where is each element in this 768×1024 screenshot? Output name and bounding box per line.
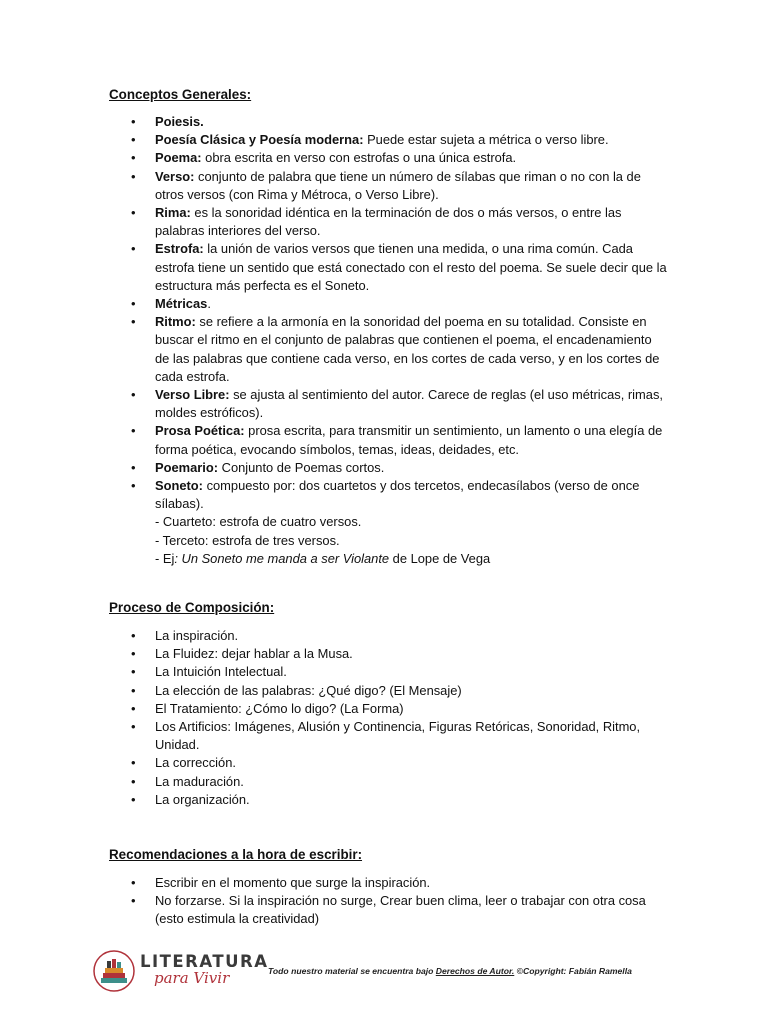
- bullet-icon: •: [131, 459, 136, 475]
- bullet-icon: •: [131, 241, 136, 257]
- copyright-link[interactable]: Derechos de Autor.: [435, 966, 515, 976]
- bullet-icon: •: [131, 387, 136, 403]
- bullet-icon: •: [131, 168, 136, 184]
- bullet-icon: •: [131, 628, 136, 643]
- definition: es la sonoridad idéntica en la terminación de dos o más versos, o entre las palabras interiores del verso.: [155, 205, 622, 239]
- proceso-list: [109, 627, 669, 809]
- list-item: [109, 663, 669, 681]
- item-text: La inspiración.: [155, 628, 239, 643]
- bullet-icon: •: [131, 314, 136, 330]
- section-title-proceso: Proceso de Composición:: [109, 600, 275, 615]
- item-text: El Tratamiento: ¿Cómo lo digo? (La Forma): [155, 700, 404, 716]
- bullet-icon: •: [131, 114, 136, 129]
- list-item: [109, 791, 669, 809]
- item-text: La Fluidez: dejar hablar a la Musa.: [155, 646, 353, 662]
- list-item: [109, 149, 669, 167]
- list-item: [109, 892, 669, 928]
- example-author: de Lope de Vega: [389, 550, 491, 566]
- soneto-cuarteto: - Cuarteto: estrofa de cuatro versos.: [155, 514, 362, 530]
- bullet-icon: •: [131, 682, 136, 698]
- bullet-icon: •: [131, 205, 136, 221]
- term: Métricas: [155, 296, 208, 312]
- bullet-icon: •: [131, 296, 136, 312]
- bullet-icon: •: [131, 478, 136, 494]
- definition: se ajusta al sentimiento del autor. Carece de reglas (el uso métricas, rimas, moldes estróficos).: [155, 387, 663, 421]
- bullet-icon: •: [131, 893, 136, 909]
- item-text: La corrección.: [155, 755, 236, 771]
- section-title-conceptos: Conceptos Generales:: [109, 87, 252, 102]
- soneto-example: [155, 550, 669, 568]
- definition: conjunto de palabra que tiene un número de sílabas que riman o no con la de otros versos (con Rima y Métroca, o Verso Libre).: [155, 168, 641, 202]
- recomendaciones-list: [109, 874, 669, 929]
- term: Verso Libre:: [155, 387, 230, 403]
- list-item: [109, 204, 669, 240]
- term: Soneto:: [155, 478, 203, 494]
- bullet-icon: •: [131, 664, 136, 680]
- list-item: [109, 700, 669, 718]
- copyright-text: Todo nuestro material se encuentra bajo: [268, 966, 436, 976]
- list-item: [109, 240, 669, 295]
- list-item: [109, 627, 669, 645]
- example-prefix: - Ej: [155, 550, 175, 566]
- bullet-icon: •: [131, 791, 136, 807]
- bullet-icon: •: [131, 875, 136, 890]
- soneto-terceto: - Terceto: estrofa de tres versos.: [155, 532, 340, 548]
- bullet-icon: •: [131, 773, 136, 789]
- example-colon: :: [174, 550, 182, 566]
- definition: obra escrita en verso con estrofas o una única estrofa.: [201, 150, 517, 166]
- bullet-icon: •: [131, 150, 136, 166]
- bullet-icon: •: [131, 755, 136, 771]
- list-item: [109, 645, 669, 663]
- definition: se refiere a la armonía en la sonoridad del poema en su totalidad. Consiste en buscar el ritmo en el conjunto de palabras que contienen el poema, el encadenamiento de las palabras que contiene cada verso, en los cortes de cada verso, y en los cortes de cada estrofa.: [155, 314, 660, 384]
- books-icon: [92, 948, 136, 994]
- list-item: [109, 168, 669, 204]
- term: Poemario:: [155, 459, 219, 475]
- item-text: La maduración.: [155, 773, 244, 789]
- list-item: [109, 422, 669, 458]
- term: Poema:: [155, 150, 202, 166]
- literatura-logo: [92, 948, 269, 994]
- copyright-notice: [268, 966, 632, 976]
- list-item: [109, 113, 669, 131]
- definition: .: [207, 296, 211, 312]
- term: Estrofa:: [155, 241, 204, 257]
- term: Poesía Clásica y Poesía moderna:: [155, 132, 364, 148]
- list-item: [109, 295, 669, 313]
- list-item: [109, 718, 669, 754]
- list-item: [109, 682, 669, 700]
- logo-title: LITERATURA: [140, 952, 269, 971]
- item-text: No forzarse. Si la inspiración no surge, Crear buen clima, leer o trabajar con otra cosa (esto estimula la creatividad): [155, 893, 646, 927]
- term: Verso:: [155, 168, 195, 184]
- list-item: [109, 773, 669, 791]
- example-title: Un Soneto me manda a ser Violante: [181, 550, 390, 566]
- list-item: [109, 874, 669, 892]
- list-item: [109, 754, 669, 772]
- conceptos-list: [109, 113, 669, 568]
- bullet-icon: •: [131, 132, 136, 148]
- list-item: [109, 313, 669, 386]
- term: Rima:: [155, 205, 191, 221]
- definition: la unión de varios versos que tienen una medida, o una rima común. Cada estrofa tiene un sentido que está conectado con el resto del poema. Se suele decir que la estructura más perfecta es el Soneto.: [155, 241, 667, 293]
- list-item: [109, 131, 669, 149]
- logo-subtitle: para Vivir: [154, 969, 230, 987]
- item-text: La organización.: [155, 791, 250, 807]
- bullet-icon: •: [131, 423, 136, 439]
- definition: Conjunto de Poemas cortos.: [218, 459, 385, 475]
- item-text: La Intuición Intelectual.: [155, 664, 287, 680]
- definition: prosa escrita, para transmitir un sentimiento, un lamento o una elegía de forma poética, evocando símbolos, temas, ideas, deidades, etc.: [155, 423, 663, 457]
- list-item: [109, 459, 669, 477]
- item-text: Escribir en el momento que surge la inspiración.: [155, 875, 431, 890]
- bullet-icon: •: [131, 719, 136, 735]
- bullet-icon: •: [131, 646, 136, 662]
- term: Ritmo:: [155, 314, 196, 330]
- term: Prosa Poética:: [155, 423, 245, 439]
- list-item: [109, 386, 669, 422]
- definition: compuesto por: dos cuartetos y dos tercetos, endecasílabos (verso de once sílabas).: [155, 478, 640, 512]
- term: Poiesis.: [155, 114, 204, 129]
- definition: Puede estar sujeta a métrica o verso libre.: [363, 132, 609, 148]
- section-title-recomendaciones: Recomendaciones a la hora de escribir:: [109, 847, 363, 862]
- bullet-icon: •: [131, 700, 136, 716]
- item-text: Los Artificios: Imágenes, Alusión y Continencia, Figuras Retóricas, Sonoridad, Ritmo, Unidad.: [155, 719, 641, 753]
- list-item: [109, 477, 669, 568]
- item-text: La elección de las palabras: ¿Qué digo? (El Mensaje): [155, 682, 462, 698]
- copyright-owner: ©Copyright: Fabián Ramella: [514, 966, 632, 976]
